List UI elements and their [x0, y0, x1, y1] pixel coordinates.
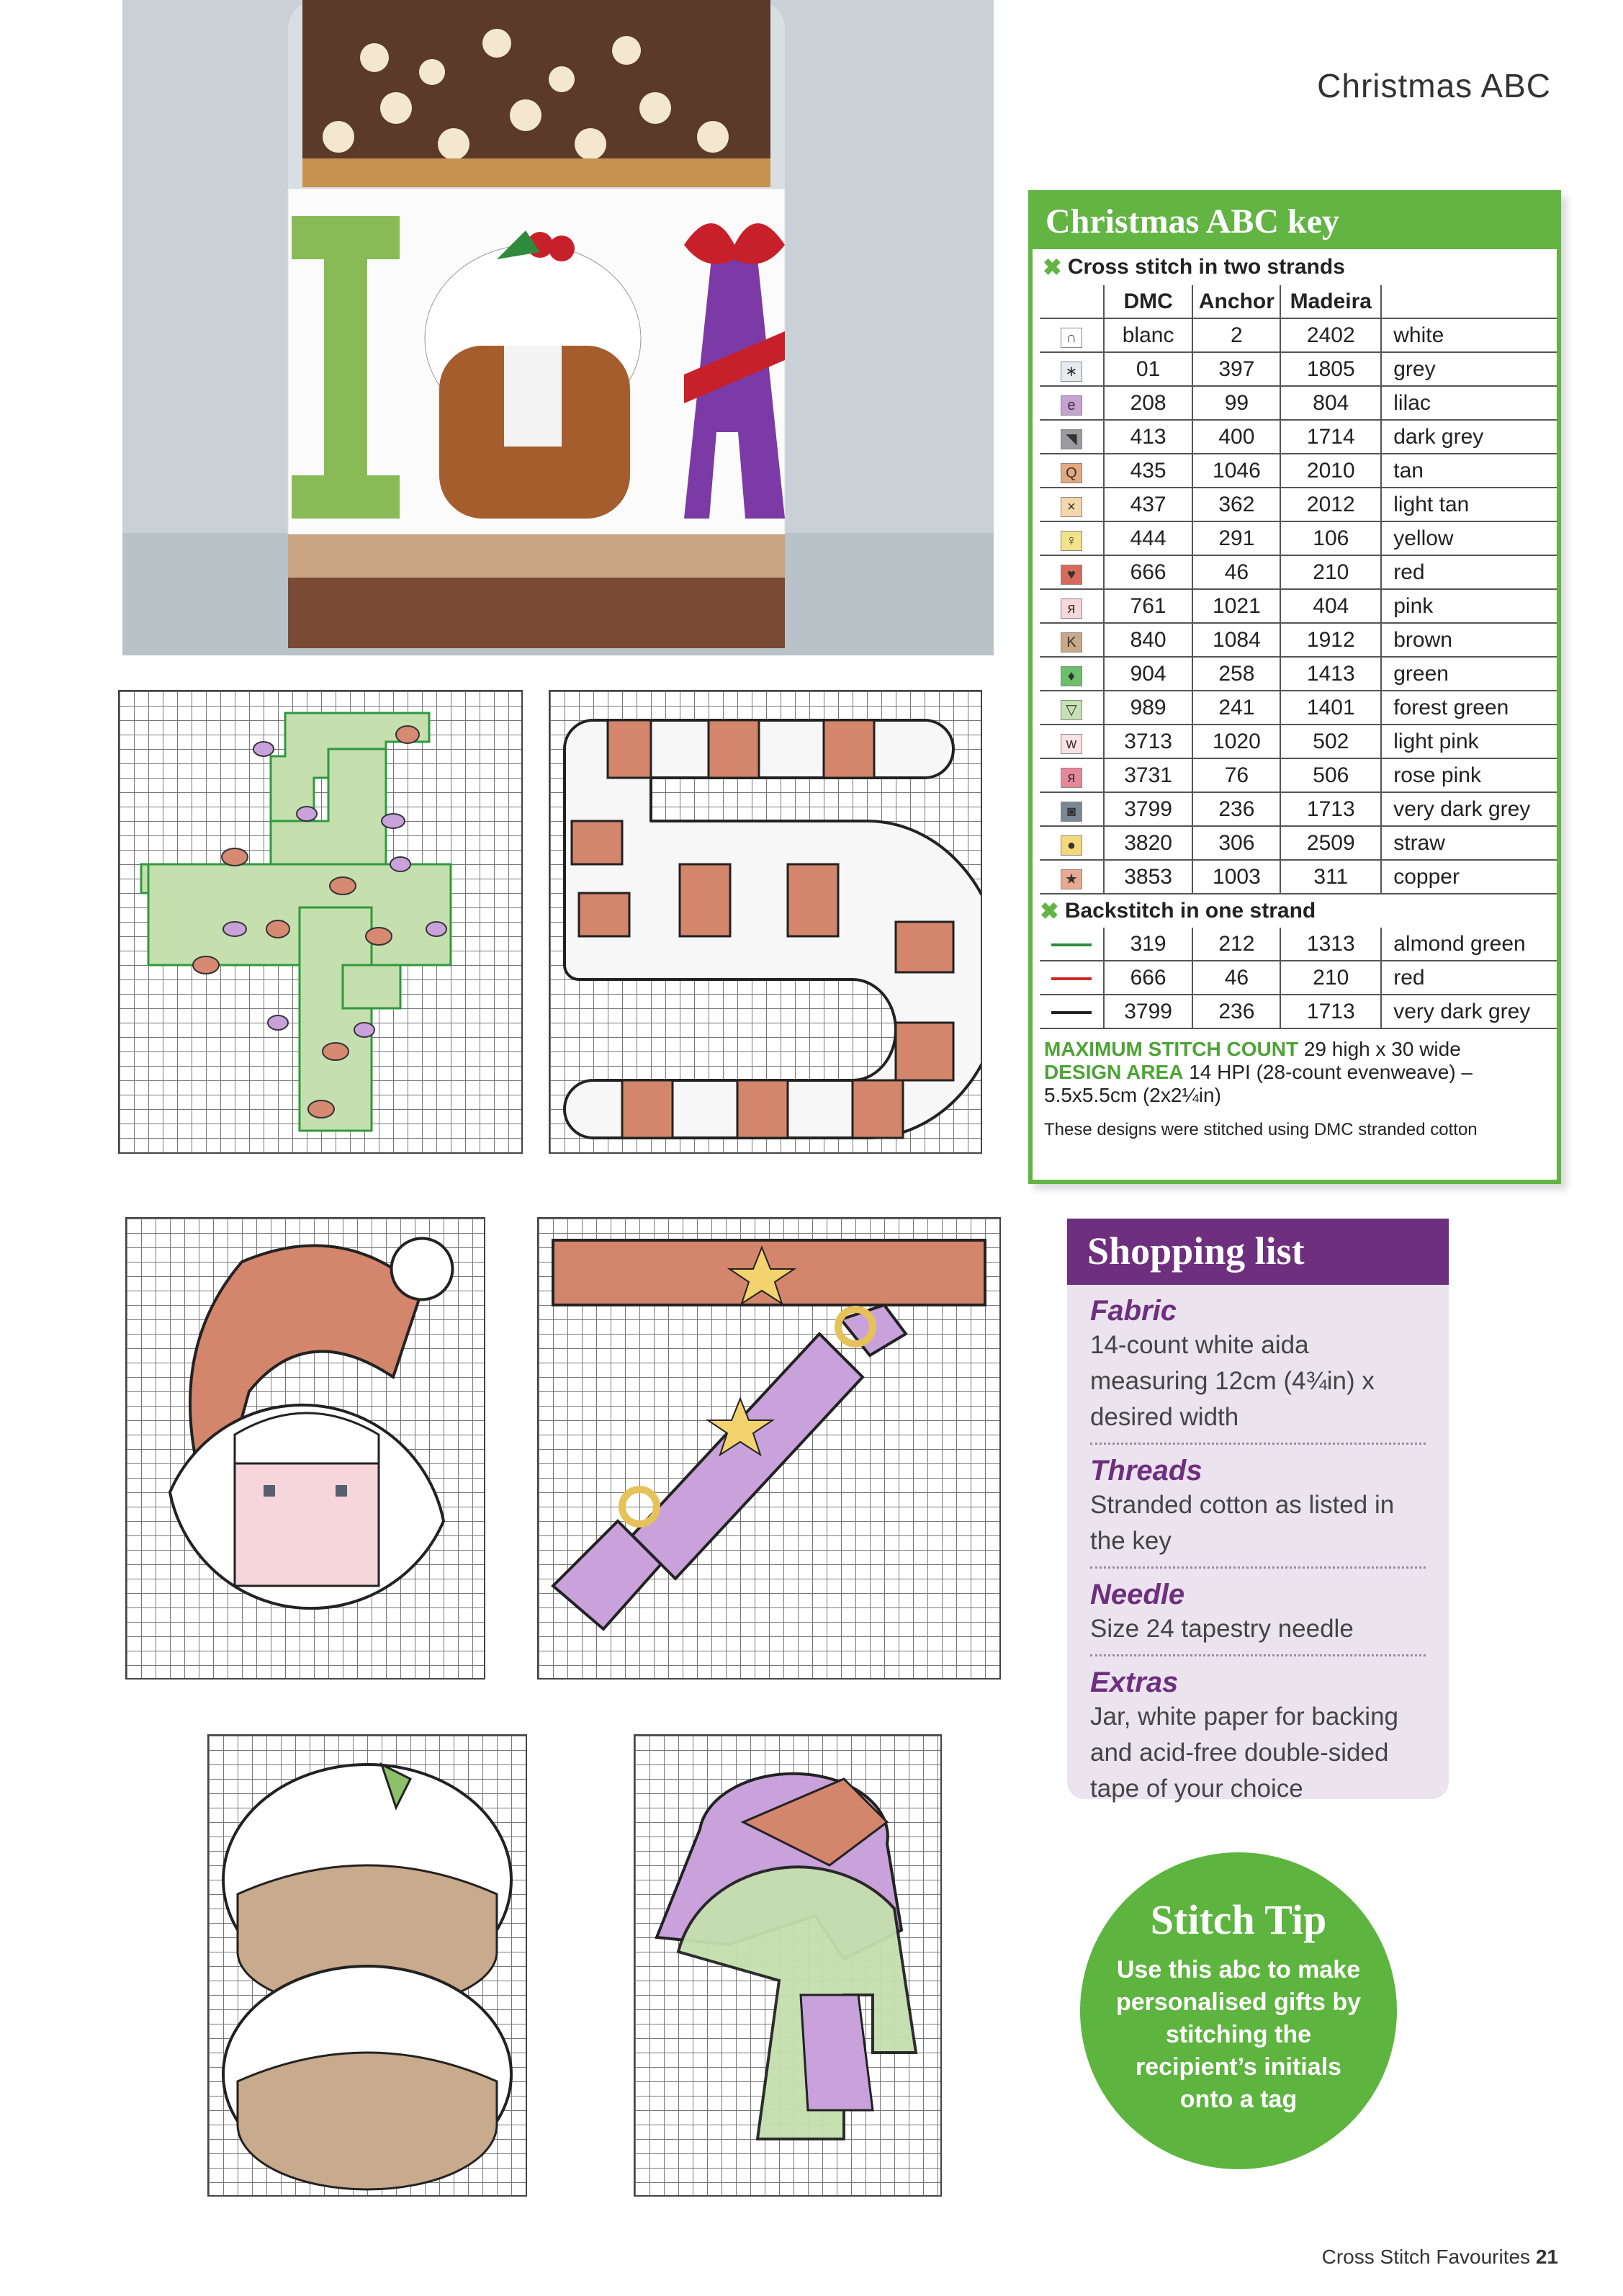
anchor-cell: 2: [1192, 318, 1280, 352]
symbol-cell: [1040, 420, 1104, 454]
colour-name-cell: white: [1381, 318, 1557, 352]
shopping-list: [1067, 1219, 1449, 1803]
key-row: [1040, 623, 1557, 657]
chart-number-8: [207, 1734, 527, 2197]
key-panel: [1028, 190, 1561, 1184]
dmc-cell: 666: [1104, 555, 1193, 589]
stitch-tip-body: Use this abc to make personalised gifts by stitching the recipient’s initials onto a tag: [1115, 1956, 1362, 2113]
sym-col-header: [1040, 285, 1104, 318]
stitch-symbol-icon: ★: [1061, 869, 1082, 889]
stitch-symbol-icon: ♦: [1061, 666, 1082, 686]
dmc-cell: 208: [1104, 386, 1193, 420]
max-stitch-count: [1044, 1038, 1545, 1061]
symbol-cell: [1040, 928, 1104, 961]
colour-name-cell: light pink: [1381, 725, 1557, 758]
chart-number-4: [118, 690, 523, 1154]
design-area: [1044, 1061, 1545, 1107]
symbol-cell: [1040, 623, 1104, 657]
dmc-cell: 666: [1104, 961, 1193, 995]
shopping-section-body: Size 24 tapestry needle: [1090, 1615, 1354, 1643]
key-row: [1040, 589, 1557, 623]
madeira-cell: 1912: [1280, 623, 1381, 657]
stitch-tip-badge: [1080, 1852, 1397, 2169]
madeira-cell: 404: [1280, 589, 1381, 623]
colour-name-cell: red: [1381, 555, 1557, 589]
colour-name-cell: light tan: [1381, 488, 1557, 521]
backstitch-line-icon: [1051, 1011, 1092, 1014]
stitch-symbol-icon: ◙: [1061, 802, 1082, 822]
key-row: [1040, 792, 1557, 826]
anchor-cell: 1046: [1192, 454, 1280, 488]
madeira-cell: 502: [1280, 725, 1381, 758]
anchor-cell: 236: [1192, 792, 1280, 826]
dmc-cell: 3731: [1104, 758, 1193, 792]
key-row: [1040, 488, 1557, 521]
colour-name-cell: straw: [1381, 826, 1557, 860]
anchor-cell: 241: [1192, 691, 1280, 725]
thread-key-table: [1040, 285, 1557, 1029]
symbol-cell: [1040, 454, 1104, 488]
chart-number-6: [125, 1217, 485, 1680]
anchor-cell: 99: [1192, 386, 1280, 420]
madeira-cell: 506: [1280, 758, 1381, 792]
backstitch-line-icon: [1051, 943, 1092, 946]
colour-name-cell: yellow: [1381, 521, 1557, 555]
colour-name-cell: green: [1381, 657, 1557, 691]
anchor-cell: 291: [1192, 521, 1280, 555]
madeira-cell: 2010: [1280, 454, 1381, 488]
key-stats: [1033, 1029, 1557, 1107]
shopping-section-title: Extras: [1090, 1667, 1179, 1698]
key-row: [1040, 386, 1557, 420]
dmc-cell: 904: [1104, 657, 1193, 691]
key-row: [1040, 454, 1557, 488]
anchor-cell: 76: [1192, 758, 1280, 792]
stitch-symbol-icon: ♥: [1061, 565, 1082, 585]
madeira-cell: 106: [1280, 521, 1381, 555]
backstitch-line-icon: [1051, 977, 1092, 980]
anchor-cell: 1020: [1192, 725, 1280, 758]
shopping-section-body: 14-count white aida measuring 12cm (4¾in) x desired width: [1090, 1331, 1375, 1431]
running-title: Christmas ABC: [1317, 67, 1551, 104]
chart-number-5: [549, 690, 982, 1154]
symbol-cell: [1040, 352, 1104, 386]
key-row: [1040, 657, 1557, 691]
anchor-cell: 236: [1192, 995, 1280, 1028]
colour-name-cell: red: [1381, 961, 1557, 995]
key-body: [1040, 318, 1557, 894]
shopping-section-title: Threads: [1090, 1455, 1202, 1486]
symbol-cell: [1040, 386, 1104, 420]
stitch-symbol-icon: ♀: [1061, 531, 1082, 551]
dmc-cell: 3713: [1104, 725, 1193, 758]
colour-name-cell: tan: [1381, 454, 1557, 488]
symbol-cell: [1040, 657, 1104, 691]
colour-name-cell: very dark grey: [1381, 995, 1557, 1028]
magazine-name: Cross Stitch Favourites: [1321, 2246, 1531, 2268]
key-row: [1040, 352, 1557, 386]
dmc-col-header: DMC: [1104, 285, 1193, 318]
madeira-cell: 804: [1280, 386, 1381, 420]
symbol-cell: [1040, 860, 1104, 894]
anchor-cell: 1021: [1192, 589, 1280, 623]
stitch-tip-title: Stitch Tip: [1150, 1896, 1327, 1943]
key-row: [1040, 758, 1557, 792]
stitch-symbol-icon: ◥: [1061, 429, 1082, 449]
chart-number-7: [537, 1217, 1001, 1680]
jar-photo: [122, 0, 994, 655]
symbol-cell: [1040, 488, 1104, 521]
shopping-section-needle: [1090, 1569, 1426, 1656]
key-row: [1040, 826, 1557, 860]
madeira-cell: 2012: [1280, 488, 1381, 521]
design-area-value: 14 HPI (28-count evenweave) – 5.5x5.5cm (2x2¼in): [1044, 1061, 1473, 1106]
dmc-cell: 761: [1104, 589, 1193, 623]
symbol-cell: [1040, 589, 1104, 623]
dmc-cell: 319: [1104, 928, 1193, 961]
page-footer: [1322, 2246, 1558, 2269]
shopping-section-extras: [1090, 1656, 1426, 1814]
stitch-symbol-icon: K: [1061, 632, 1082, 653]
dmc-cell: 413: [1104, 420, 1193, 454]
key-row: [1040, 420, 1557, 454]
page-number: 21: [1535, 2246, 1558, 2268]
key-header-row: [1040, 285, 1557, 318]
shopping-section-fabric: [1090, 1285, 1426, 1445]
anchor-cell: 397: [1192, 352, 1280, 386]
backstitch-heading-row: [1040, 894, 1557, 928]
stitch-symbol-icon: e: [1061, 395, 1082, 416]
chart-number-9: [634, 1734, 942, 2197]
symbol-cell: [1040, 792, 1104, 826]
key-row: [1040, 521, 1557, 555]
madeira-cell: 210: [1280, 961, 1381, 995]
dmc-cell: 3799: [1104, 995, 1193, 1028]
dmc-cell: 435: [1104, 454, 1193, 488]
key-row: [1040, 860, 1557, 894]
stitch-symbol-icon: ●: [1061, 835, 1082, 856]
madeira-cell: 311: [1280, 860, 1381, 894]
dmc-cell: 3853: [1104, 860, 1193, 894]
symbol-cell: [1040, 691, 1104, 725]
colour-name-cell: brown: [1381, 623, 1557, 657]
dmc-cell: 437: [1104, 488, 1193, 521]
madeira-cell: 1313: [1280, 928, 1381, 961]
colour-name-cell: copper: [1381, 860, 1557, 894]
anchor-col-header: Anchor: [1192, 285, 1280, 318]
backstitch-rows: [1040, 928, 1557, 1028]
stitch-symbol-icon: Q: [1061, 463, 1082, 483]
anchor-cell: 46: [1192, 961, 1280, 995]
symbol-cell: [1040, 758, 1104, 792]
dmc-cell: 840: [1104, 623, 1193, 657]
symbol-cell: [1040, 826, 1104, 860]
anchor-cell: 362: [1192, 488, 1280, 521]
dmc-cell: blanc: [1104, 318, 1193, 352]
key-note: These designs were stitched using DMC stranded cotton: [1044, 1120, 1478, 1139]
colour-name-cell: forest green: [1381, 691, 1557, 725]
key-row: [1040, 725, 1557, 758]
madeira-col-header: Madeira: [1280, 285, 1381, 318]
madeira-cell: 1413: [1280, 657, 1381, 691]
symbol-cell: [1040, 961, 1104, 995]
symbol-cell: [1040, 521, 1104, 555]
stitch-symbol-icon: ∗: [1061, 362, 1082, 382]
backstitch-body: [1040, 894, 1557, 928]
dmc-cell: 3799: [1104, 792, 1193, 826]
stitch-symbol-icon: ×: [1061, 497, 1082, 517]
anchor-cell: 46: [1192, 555, 1280, 589]
symbol-cell: [1040, 318, 1104, 352]
shopping-list-title: Shopping list: [1067, 1219, 1449, 1285]
anchor-cell: 306: [1192, 826, 1280, 860]
dmc-cell: 444: [1104, 521, 1193, 555]
anchor-cell: 212: [1192, 928, 1280, 961]
anchor-cell: 258: [1192, 657, 1280, 691]
madeira-cell: 2402: [1280, 318, 1381, 352]
shopping-section-body: Jar, white paper for backing and acid-free double-sided tape of your choice: [1090, 1703, 1399, 1803]
cross-icon: ✖: [1043, 254, 1062, 280]
madeira-cell: 2509: [1280, 826, 1381, 860]
stitch-symbol-icon: ∩: [1061, 328, 1082, 348]
cross-stitch-label: Cross stitch in two strands: [1067, 255, 1345, 279]
stitch-symbol-icon: я: [1061, 768, 1082, 788]
colour-name-cell: dark grey: [1381, 420, 1557, 454]
key-row: [1040, 555, 1557, 589]
colour-name-cell: almond green: [1381, 928, 1557, 961]
madeira-cell: 1714: [1280, 420, 1381, 454]
key-row: [1040, 691, 1557, 725]
madeira-cell: 1713: [1280, 792, 1381, 826]
anchor-cell: 1084: [1192, 623, 1280, 657]
symbol-cell: [1040, 725, 1104, 758]
dmc-cell: 989: [1104, 691, 1193, 725]
max-stitch-label: MAXIMUM STITCH COUNT: [1044, 1038, 1299, 1060]
stitch-symbol-icon: ▽: [1061, 700, 1082, 720]
cross-icon: ✖: [1040, 898, 1059, 924]
stitch-symbol-icon: я: [1061, 598, 1082, 619]
madeira-cell: 210: [1280, 555, 1381, 589]
max-stitch-value: 29 high x 30 wide: [1303, 1038, 1461, 1060]
colour-name-cell: pink: [1381, 589, 1557, 623]
symbol-cell: [1040, 995, 1104, 1028]
name-col-header: [1381, 285, 1557, 318]
colour-name-cell: very dark grey: [1381, 792, 1557, 826]
madeira-cell: 1805: [1280, 352, 1381, 386]
backstitch-row: [1040, 961, 1557, 995]
key-row: [1040, 318, 1557, 352]
madeira-cell: 1401: [1280, 691, 1381, 725]
backstitch-label: Backstitch in one strand: [1064, 899, 1316, 923]
backstitch-row: [1040, 928, 1557, 961]
cross-stitch-heading: [1033, 249, 1557, 285]
backstitch-row: [1040, 995, 1557, 1028]
stitch-symbol-icon: w: [1061, 734, 1082, 754]
design-area-label: DESIGN AREA: [1044, 1061, 1184, 1083]
colour-name-cell: lilac: [1381, 386, 1557, 420]
madeira-cell: 1713: [1280, 995, 1381, 1028]
shopping-section-body: Stranded cotton as listed in the key: [1090, 1491, 1395, 1555]
dmc-cell: 3820: [1104, 826, 1193, 860]
colour-name-cell: rose pink: [1381, 758, 1557, 792]
symbol-cell: [1040, 555, 1104, 589]
anchor-cell: 1003: [1192, 860, 1280, 894]
key-title: Christmas ABC key: [1033, 194, 1557, 249]
colour-name-cell: grey: [1381, 352, 1557, 386]
shopping-section-threads: [1090, 1445, 1426, 1569]
shopping-section-title: Needle: [1090, 1579, 1185, 1610]
anchor-cell: 400: [1192, 420, 1280, 454]
dmc-cell: 01: [1104, 352, 1193, 386]
shopping-section-title: Fabric: [1090, 1295, 1177, 1327]
